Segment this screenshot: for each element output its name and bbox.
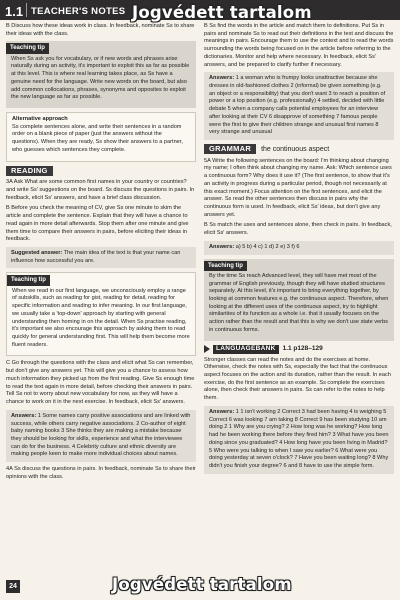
left-intro: B Discuss how these ideas work in class. In feedback, nominate Ss to share their ideas with the class. [6, 23, 195, 37]
header-divider [26, 3, 27, 17]
suggested-answer-text: The main idea of the text is that your name can influence how successful you are. [11, 250, 181, 264]
answers-text-languagebank: 1 1 isn't working 2 Correct 3 had been having 4 is weighing 5 Correct 6 was looking 7 am taking 8 Correct 9 has been studying 10 am doing 2 1 Why are you crying? 2 How long was he working? How long had he been working there before they fired him? 3 What have you been doing since you graduated? 4 How long have you been living in Madrid? 5 Who were you talking to when I saw you earlier? 6 What were you doing yesterday at seven o'clock? 7 Have you been waiting long? 8 Why didn't you finish your degree? 6 and 8 have to use the simple form. [209, 408, 389, 469]
answers-text-3c: 1 Some names carry positive associations and are linked with success, while others carry negative associations. 2 Co-author of eight baby naming books 3 She thinks they are making a mistake because they should be looking for skills, experience and what the interviewee can do for the business. 4 Celebrity culture and ethnic diversity are making people keen to make more individual choices about names. [11, 412, 191, 458]
alternative-approach-title: Alternative approach [12, 116, 68, 123]
teaching-tip-title-3: Teaching tip [204, 261, 247, 271]
suggested-answer-label: Suggested answer: [11, 250, 63, 257]
unit-number: 1.1 [5, 4, 24, 19]
answers-box-5b [204, 241, 394, 255]
exercise-3a: 3A Ask What are some common first names in your country or countries? and write Ss' suggestions on the board. Ss discuss the questions in pairs. In feedback, elicit Ss' answers, and have a brief class discussion. [6, 179, 195, 201]
section-title: TEACHER'S NOTES [31, 6, 126, 17]
suggested-answer-box [6, 247, 196, 268]
exercise-3b: B Before you check the meaning of CV, give Ss one minute to skim the article and complete the sentence. Explain that they will have a chance to read again in more detail afterwards. Stop them after one minute and give them time to compare their answers in pairs, before eliciting their ideas in feedback. [6, 205, 189, 243]
teaching-tip-title-2: Teaching tip [7, 275, 50, 285]
teaching-tip-text-3: By the time Ss reach Advanced level, they will have met most of the grammar of English previously, though they will have studied structures separately. At this level, it's important to bring everything together, by looking at common features e.g. the continuous aspect. Therefore, when looking at the different uses of the continuous aspect, try to highlight similarities of its function as a whole i.e. that it usually focuses on the action rather than the result and that this is why we don't use state verbs in continuous forms. [209, 272, 389, 333]
exercise-5b: B Ss match the uses and sentences alone, then check in pairs. In feedback, elicit Ss' answers. [204, 222, 392, 237]
answers-box-3c [6, 410, 196, 462]
alternative-approach-text: Ss complete sentences alone, and write their sentences in a random order on a blank piece of paper (just the answers without the questions). When they are ready, Ss show their answers to a partner, who guesses which sentences they complete. [12, 123, 183, 153]
exercise-5a: 5A Write the following sentences on the board: I'm thinking about changing my name; I often think about changing my name. Ask: Which sentence uses a continuous form? Why does it use it? (The first sentence, to show that it's an activity in progress during a particular period, though not necessarily at this exact moment.) Focus attention on the first sentences, and elicit the answer. Ss read the other sentences then discuss in pairs why the continuous form is used. In feedback, elicit Ss' ideas, but don't give any answers yet. [204, 157, 392, 218]
watermark-top: Jogvédett tartalom [132, 3, 312, 22]
grammar-pill: GRAMMAR [204, 144, 256, 154]
arrow-right-icon [204, 345, 210, 353]
page-number: 24 [6, 580, 20, 593]
teaching-tip-title-1: Teaching tip [6, 43, 49, 53]
answers-label-languagebank: Answers: [209, 408, 235, 415]
teaching-tip-text-1: When Ss ask you for vocabulary, or if new words and phrases arise naturally during an activity, it's important to exploit this as far as possible at this level. This is where real learning takes place, as Ss have a genuine need for the language. Write new words on the board, but also add common collocations, phrases, synonyms and opposites to exploit the new language as far as possible. [11, 55, 190, 101]
answers-label-3c: Answers: [11, 412, 37, 419]
grammar-subtitle: the continuous aspect [261, 146, 330, 154]
alternative-approach-box [6, 112, 196, 162]
right-column [204, 23, 394, 478]
right-intro: B Ss find the words in the article and match them to definitions. Put Ss in pairs and nominate Ss to read out their definitions in the text and discuss the meanings in pairs. Encourage them to use the context and to read the words surrounding the words being focused on in the article before referring to the dictionaries. Monitor and help where necessary. In feedback, elicit Ss' answers, and be prepared to clarify further if necessary. [204, 23, 394, 68]
teaching-tip-box-3 [204, 259, 394, 341]
exercise-3c: C Go through the questions with the class and elicit what Ss can remember, but don't give any answers yet. This will give you a chance to assess how much information they picked up from the first reading. Give Ss enough time to read the text again in more detail, before checking their answers in pairs. Tell Ss not to worry about new vocabulary for now, as they will have a chance to work on it in the next exercise. In feedback, elicit Ss' answers. [6, 360, 195, 406]
grammar-heading [204, 144, 394, 155]
teaching-tip-text-2: When we read in our first language, we unconsciously employ a range of subskills, such as reading for gist, reading for detail, reading for specific information and reading to infer meaning. In our first language, we usually take a 'top-down' approach by starting with general understanding then homing in on the detail. When Ss practise reading, it's important we also encourage this approach by asking them to read quickly for general understanding first. This will help them become more fluent readers. [12, 287, 190, 348]
answers-label-5b: Answers: [209, 243, 235, 250]
reading-pill: READING [6, 166, 53, 176]
answers-text-5b: a) 5 b) 4 c) 1 d) 2 e) 3 f) 6 [235, 243, 300, 250]
exercise-4a: 4A Ss discuss the questions in pairs. In feedback, nominate Ss to share their opinions with the class. [6, 466, 196, 480]
left-column [6, 23, 196, 485]
watermark-bottom: Jogvédett tartalom [112, 575, 292, 594]
languagebank-heading [204, 345, 394, 354]
answers-text-vocab: 1 a woman who is frumpy looks unattractive because she dresses in old-fashioned clothes 2 (informal) be given something (e.g. an object or a responsibility) that you don't want 3 to reach a position of power or a top position (e.g. professionally) 4 settled, decided with little debate 5 when a company calls potential employees for an interview after looking at their CV 6 disapprove of something 7 famous people were the first to give their children strange and unusual first names 8 very strange and unusual [209, 75, 386, 136]
teaching-tip-box-1 [6, 41, 196, 108]
languagebank-label: LANGUAGEBANK [213, 345, 279, 354]
teaching-tip-box-2 [6, 272, 196, 356]
answers-box-languagebank [204, 406, 394, 474]
reading-heading [6, 166, 196, 177]
answers-label-vocab: Answers: [209, 75, 235, 82]
languagebank-text: Stronger classes can read the notes and do the exercises at home. Otherwise, check the notes with Ss, especially the fact that the continuous aspect focuses on the action and its duration, rather than the result. In each exercise, do the first sentence as an example. Ss complete the exercises alone, then check their answers in pairs. Ss can refer to the notes to help them. [204, 356, 391, 402]
answers-box-vocab [204, 72, 394, 140]
languagebank-pages: 1.1 p128–129 [282, 344, 323, 352]
